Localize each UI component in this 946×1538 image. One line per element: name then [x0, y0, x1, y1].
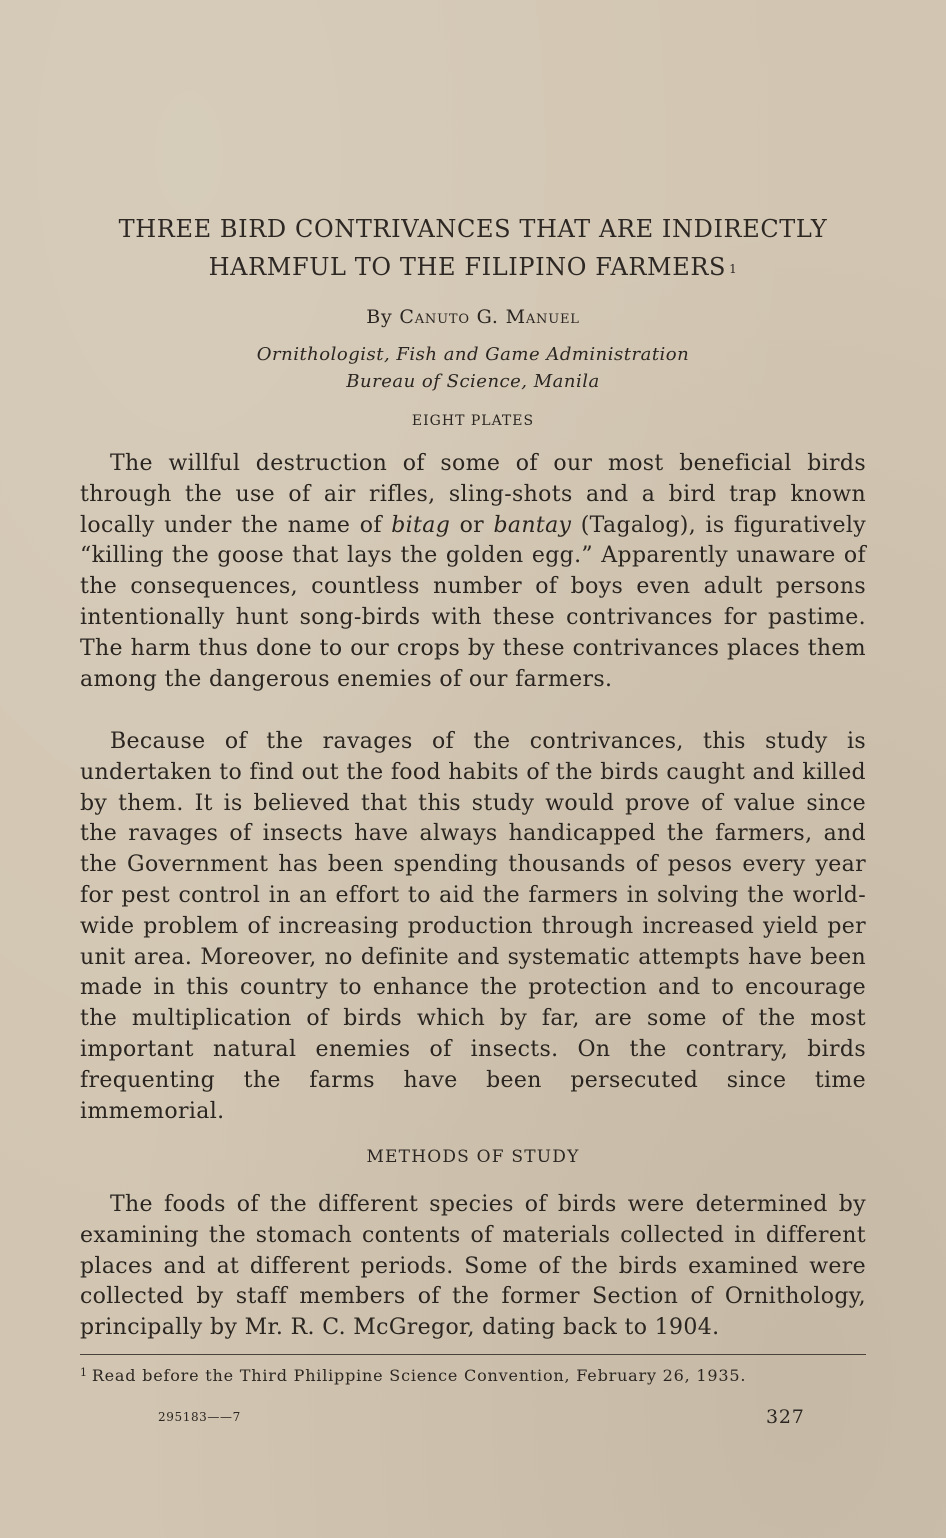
- paragraph-2: [80, 727, 866, 1127]
- affiliation-line-2: Bureau of Science, Manila: [346, 371, 600, 392]
- footnote: [80, 1366, 866, 1385]
- page-number: 327: [766, 1406, 805, 1428]
- print-code: 295183——7: [158, 1410, 241, 1424]
- paragraph-1-text: [80, 449, 866, 695]
- title-line-2-text: HARMFUL TO THE FILIPINO FARMERS: [208, 253, 727, 281]
- footnote-marker: 1: [80, 1366, 88, 1379]
- title-footnote-marker: 1: [729, 262, 738, 276]
- article-title: [80, 210, 866, 286]
- paragraph-1-part-b: or: [450, 512, 494, 538]
- term-bantay: bantay: [493, 512, 572, 538]
- plates-note: EIGHT PLATES: [411, 413, 535, 429]
- byline: [80, 306, 866, 328]
- paragraph-3-text: The foods of the different species of birds were determined by examining the stomach contents of materials collected in different places and at different periods. Some of the birds examined were collected by staff members of the former Section of Ornithology, principally by Mr. R. C. McGregor, dating back to 1904.: [80, 1192, 866, 1341]
- paragraph-2-text: Because of the ravages of the contrivances, this study is undertaken to find out the food habits of the birds caught and killed by them. It is believed that this study would prove of value since the ravages of insects have always handicapped the farmers, and the Government has been spending thousands of pesos every year for pest control in an effort to aid the farmers in solving the world-wide problem of increasing production through increased yield per unit area. Moreover, no definite and systematic attempts have been made in this country to enhance the protection and to encourage the multiplication of birds which by far, are some of the most important natural enemies of insects. On the contrary, birds frequenting the farms have been persecuted since time immemorial.: [80, 729, 866, 1124]
- author-name: Canuto G. Manuel: [399, 306, 580, 328]
- journal-page: [80, 0, 866, 1538]
- byline-prefix: By: [366, 306, 393, 328]
- term-bitag: bitag: [391, 512, 451, 538]
- paragraph-1-part-a: The willful destruction of some of our most beneficial birds through the use of air rifles, sling-shots and a bird trap known locally under the name of: [80, 451, 866, 538]
- title-line-2: [80, 248, 866, 286]
- paragraph-3: [80, 1190, 866, 1344]
- title-line-1: THREE BIRD CONTRIVANCES THAT ARE INDIRECTLY: [118, 215, 828, 243]
- footnote-divider: [80, 1354, 866, 1355]
- paragraph-1: [80, 449, 866, 695]
- footnote-text: Read before the Third Philippine Science Convention, February 26, 1935.: [91, 1366, 747, 1385]
- affiliation: [80, 341, 866, 395]
- paragraph-1-part-c: (Tagalog), is figuratively “killing the goose that lays the golden egg.” Apparently unaware of the consequences, countless number of boys even adult persons intentionally hunt song-birds with these contrivances for pastime. The harm thus done to our crops by these contrivances places them among the dangerous enemies of our farmers.: [80, 512, 866, 692]
- affiliation-line-1: Ornithologist, Fish and Game Administration: [256, 344, 690, 365]
- section-heading: METHODS OF STUDY: [366, 1147, 580, 1167]
